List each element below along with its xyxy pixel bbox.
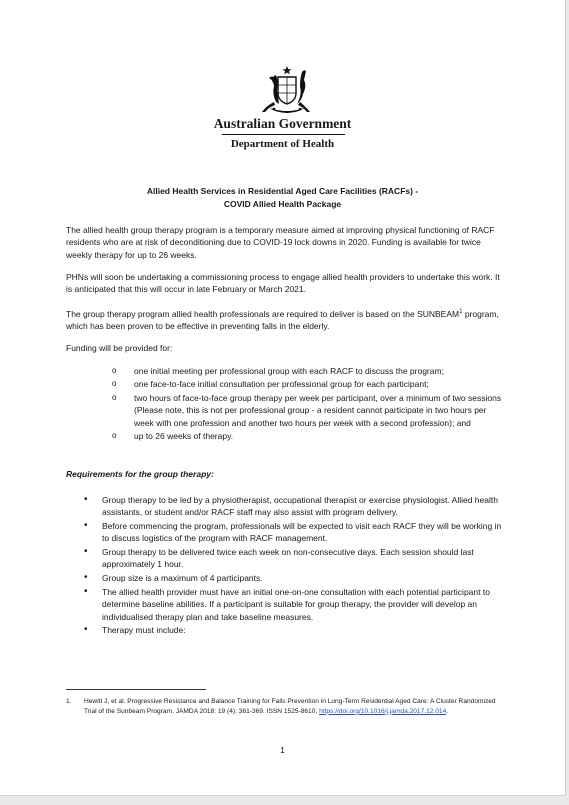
doi-link[interactable]: https://doi.org/10.1016/j.jamda.2017.12.014 — [319, 707, 447, 715]
intro-paragraph-3 — [66, 306, 506, 332]
document-title-line1: Allied Health Services in Residential Aged Care Facilities (RACFs) - — [146, 186, 419, 196]
footnote-divider — [66, 689, 206, 690]
list-item: • Group size is a maximum of 4 participants. — [82, 572, 502, 584]
footnote-period: . — [446, 707, 449, 715]
list-item: • Therapy must include: — [82, 624, 502, 636]
p3-text-before: The group therapy program allied health professionals are required to deliver is based on the SUNBEAM — [66, 308, 460, 319]
coat-of-arms-icon — [252, 64, 322, 116]
list-item: • Group therapy to be led by a physiotherapist, occupational therapist or exercise physiologist. Allied health assistants, or student and/or RACF staff may also assist with program delivery. — [82, 494, 502, 519]
list-item: o two hours of face-to-face group therapy per week per participant, over a minimum of two sessions (Please note, this is not per professional group - a resident cannot participate in two hours per week with one profession and another two hours per week with a second profession); and — [112, 392, 502, 429]
footnote-number: 1. — [66, 698, 72, 705]
requirements-heading: Requirements for the group therapy: — [66, 469, 214, 479]
footnote-text: Hewitt J, et al. Progressive Resistance and Balance Training for Falls Prevention in Long-Term Residential Aged Care: A Cluster Randomized Trial of the Sunbeam Program. JAMDA 2018: 19 (4): 361-369. ISSN 1525-8610, — [84, 698, 496, 715]
footnote — [66, 697, 504, 717]
government-name: Australian Government — [213, 116, 352, 131]
list-item: • The allied health provider must have an initial one-on-one consultation with each potential participant to determine baseline abilities. If a participant is suitable for group therapy, the provider will develop an individualised therapy plan and take baseline measures. — [82, 586, 502, 623]
list-item: o up to 26 weeks of therapy. — [112, 430, 502, 442]
intro-paragraph-1: The allied health group therapy program is a temporary measure aimed at improving physical functioning of RACF residents who are at risk of deconditioning due to COVID-19 lock downs in 2020. Funding is available for twice weekly therapy for up to 26 weeks. — [66, 225, 495, 260]
document-title-line2: COVID Allied Health Package — [223, 199, 342, 209]
list-item: • Before commencing the program, professionals will be expected to visit each RACF they will be working in to discuss logistics of the program with RACF management. — [82, 520, 502, 545]
page-number: 1 — [280, 745, 285, 755]
footnote-ref: 1 — [459, 309, 463, 315]
list-item: • Group therapy to be delivered twice each week on non-consecutive days. Each session should last approximately 1 hour. — [82, 546, 502, 571]
funding-intro: Funding will be provided for: — [66, 343, 173, 353]
funding-list — [112, 365, 502, 444]
list-item: o one face-to-face initial consultation per professional group for each participant; — [112, 378, 502, 390]
list-item: o one initial meeting per professional group with each RACF to discuss the program; — [112, 365, 502, 377]
p3-text-after: program, which has been proven to be effective in preventing falls in the elderly. — [66, 308, 499, 332]
requirements-list — [82, 494, 502, 638]
department-name: Department of Health — [230, 138, 335, 150]
header-divider — [222, 134, 345, 135]
intro-paragraph-2: PHNs will soon be undertaking a commissioning process to engage allied health providers to undertake this work. It is anticipated that this will occur in late February or March 2021. — [66, 272, 500, 295]
